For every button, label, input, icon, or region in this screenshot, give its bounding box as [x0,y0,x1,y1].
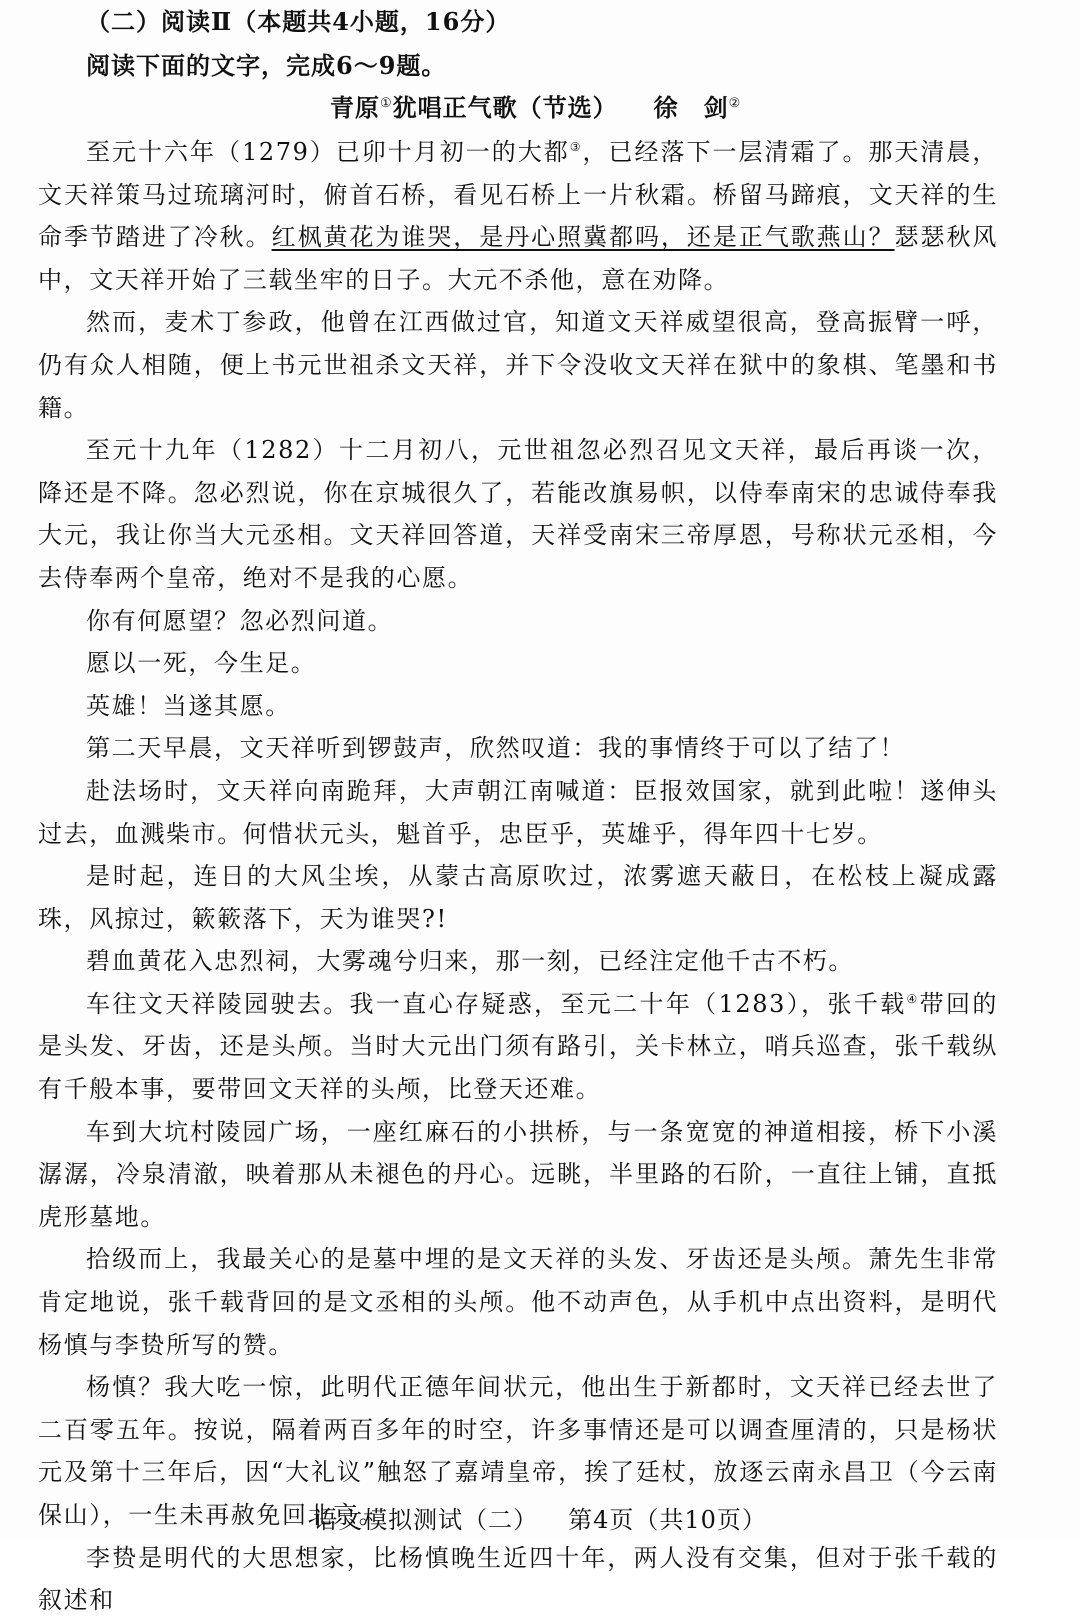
test-name: 语文模拟测试（二） [313,1506,539,1534]
paragraph-4: 你有何愿望？忽必烈问道。 [86,606,394,635]
title-part-2: 犹唱正气歌（节选） [392,93,618,122]
paragraph-3: 至元十九年（1282）十二月初八，元世祖忽必烈召见文天祥，最后再谈一次，降还是不降。忽必烈说，你在京城很久了，若能改旗易帜，以侍奉南宋的忠诚侍奉我大元，我让你当大元丞相。文天祥回答道，天祥受南宋三帝厚恩，号称状元丞相，今去侍奉两个皇帝，绝对不是我的心愿。 [38,436,998,592]
paragraph-8: 赴法场时，文天祥向南跪拜，大声朝江南喊道：臣报效国家，就到此啦！遂伸头过去，血溅柴市。何惜状元头，魁首乎，忠臣乎，英雄乎，得年四十七岁。 [38,776,998,848]
paragraph-1-text-b: ，已经落下一层清霜了。那天清晨，文天祥策马过琉璃河时，俯首石桥，看见石桥上一片秋霜。桥留马蹄痕，文天祥的生命季节踏进了冷秋。 [38,138,999,252]
reading-instruction: 阅读下面的文字，完成6～9题。 [86,51,447,80]
paragraph-2: 然而，麦术丁参政，他曾在江西做过官，知道文天祥威望很高，登高振臂一呼，仍有众人相随，便上书元世祖杀文天祥，并下令没收文天祥在狱中的象棋、笔墨和书籍。 [38,308,998,422]
footnote-marker-3: ③ [569,140,583,154]
paragraph-1-text-c: 瑟瑟秋风中，文天祥开始了三载坐牢的日子。大元不杀他，意在劝降。 [38,223,998,294]
paragraph-15: 李贽是明代的大思想家，比杨慎晚生近四十年，两人没有交集，但对于张千载的叙述和 [38,1543,998,1615]
paragraph-9: 是时起，连日的大风尘埃，从蒙古高原吹过，浓雾遮天蔽日，在松枝上凝成露珠，风掠过，簌簌落下，天为谁哭?! [38,862,998,933]
section-heading: （二）阅读Ⅱ（本题共4小题，16分） [86,7,511,36]
title-part-1: 青原 [330,93,380,122]
paragraph-11-text-b: 带回的是头发、牙齿，还是头颅。当时大元出门须有路引，关卡林立，哨兵巡查，张千载纵有千般本事，要带回文天祥的头颅，比登天还难。 [38,989,998,1104]
article-title [330,88,741,123]
article-body [38,131,998,1622]
paragraph-14: 杨慎？我大吃一惊，此明代正德年间状元，他出生于新都时，文天祥已经去世了二百零五年。按说，隔着两百多年的时空，许多事情还是可以调查厘清的，只是杨状元及第十三年后，因“大礼议”触怒了嘉靖皇帝，挨了廷杖，放逐云南永昌卫（今云南保山），一生未再赦免回北京。 [38,1373,998,1529]
paragraph-5: 愿以一死，今生足。 [86,649,317,678]
paragraph-6: 英雄！当遂其愿。 [86,691,291,720]
footnote-marker-4: ④ [906,991,920,1006]
page-footer [0,1500,1080,1535]
paragraph-10: 碧血黄花入忠烈祠，大雾魂兮归来，那一刻，已经注定他千古不朽。 [86,947,854,976]
paragraph-7: 第二天早晨，文天祥听到锣鼓声，欣然叹道：我的事情终于可以了结了！ [86,734,906,763]
paragraph-11-text-a: 车往文天祥陵园驶去。我一直心存疑惑，至元二十年（1283），张千载 [86,989,907,1018]
paragraph-1 [38,131,998,301]
page-number: 第4页（共10页） [568,1506,767,1534]
paragraph-1-text-a: 至元十六年（1279）已卯十月初一的大都 [86,138,570,166]
title-footnote-marker: ① [380,96,393,111]
article-author: 徐 剑 [653,93,729,122]
paragraph-12: 车到大坑村陵园广场，一座红麻石的小拱桥，与一条宽宽的神道相接，桥下小溪潺潺，冷泉清澈，映着那从未褪色的丹心。远眺，半里路的石阶，一直往上铺，直抵虎形墓地。 [38,1117,998,1231]
paragraph-13: 拾级而上，我最关心的是墓中埋的是文天祥的头发、牙齿还是头颅。萧先生非常肯定地说，张千载背回的是文丞相的头颅。他不动声色，从手机中点出资料，是明代杨慎与李贽所写的赞。 [38,1245,998,1359]
paragraph-11 [38,983,998,1111]
underlined-sentence: 红枫黄花为谁哭，是丹心照冀都吗，还是正气歌燕山？ [271,223,895,252]
author-footnote-marker: ② [728,96,742,111]
